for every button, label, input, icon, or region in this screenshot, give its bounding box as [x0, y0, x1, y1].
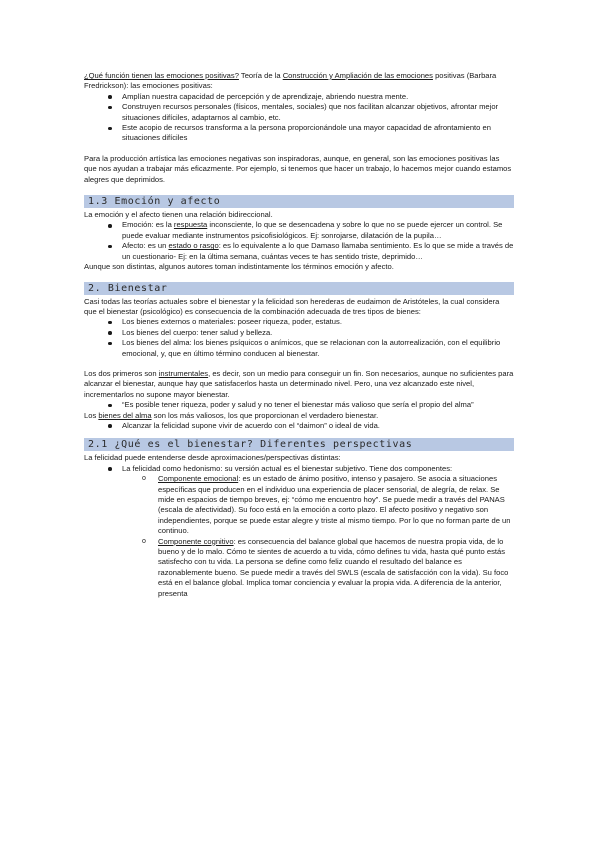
- underlined-term: estado o rasgo: [168, 241, 219, 251]
- intro-text-1: Teoría de la: [238, 71, 283, 80]
- goods-list: [84, 317, 514, 359]
- intro-text-2: positivas (Barbara Fredrickson): las emociones positivas:: [84, 71, 497, 91]
- text: : es un estado de ánimo positivo, intenso y pasajero. Se asocia a situaciones específicas que producen en el individuo una experiencia de placer sensorial, de alegría, de relax. Se mide en espacios de tiempo breves, ej: “cómo me encuentro hoy”. Se puede medir a través del PANAS (escala de afectividad). Su foco está en la emoción a corto plazo. El afecto positivo y negativo son independientes, porque se puede estar alegre y triste al mismo tiempo. Por lo que no forman parte de un continuo.: [158, 474, 511, 536]
- document-content: [84, 71, 514, 599]
- text: Afecto: es un: [122, 241, 169, 251]
- soul-goods-paragraph: [84, 411, 514, 421]
- components-list: [122, 474, 514, 599]
- text: Emoción: es la: [122, 220, 174, 230]
- positive-emotions-list: [84, 92, 514, 144]
- quote-list: [84, 400, 514, 410]
- text: Los: [84, 410, 99, 420]
- text: Los dos primeros son: [84, 368, 159, 378]
- list-item: Los bienes externos o materiales: poseer riqueza, poder, estatus.: [122, 317, 514, 327]
- list-item: Construyen recursos personales (físicos, mentales, sociales) que nos facilitan alcanzar objetivos, afrontar mejor situaciones difíciles, adaptarnos al cambio, etc.: [122, 102, 514, 123]
- instrumental-paragraph: [84, 369, 514, 400]
- list-item: Alcanzar la felicidad supone vivir de acuerdo con el “daimon” o ideal de vida.: [122, 421, 514, 431]
- list-item: [122, 220, 514, 241]
- list-item: [122, 464, 514, 599]
- section-heading-1-3: 1.3 Emoción y afecto: [84, 195, 514, 208]
- list-item: [122, 241, 514, 262]
- text: : es consecuencia del balance global que hacemos de nuestra propia vida, de lo bueno y de lo malo. Cómo te sientes de acuerdo a tu vida, cómo defines tu vida, hasta qué punto estás satisfecho con tu vida. La persona se define como feliz cuando el resultado del balance es razonablemente bueno. Se puede medir a través del SWLS (escala de satisfacción con la vida). Su foco está en el balance global. Implica tomar conciencia y evaluar la propia vida. A diferencia de la anterior, presenta: [158, 536, 509, 598]
- list-item: Este acopio de recursos transforma a la persona proporcionándole una mayor capacidad de afrontamiento en situaciones difíciles: [122, 123, 514, 144]
- daimon-list: [84, 421, 514, 431]
- perspectives-list: [84, 464, 514, 599]
- intro-paragraph: [84, 71, 514, 92]
- underlined-term: respuesta: [173, 220, 208, 230]
- s13-lead: La emoción y el afecto tienen una relación bidireccional.: [84, 210, 273, 220]
- text: inconsciente, lo que se desencadena y sobre lo que no se puede ejercer un control. Se puede evaluar mediante instrumentos psicofisiológicos. Ej: sonrojarse, dilatación de la pupila…: [122, 220, 503, 240]
- list-item: Amplían nuestra capacidad de percepción y de aprendizaje, abriendo nuestra mente.: [122, 92, 514, 102]
- list-item: Los bienes del cuerpo: tener salud y belleza.: [122, 328, 514, 338]
- list-item: “Es posible tener riqueza, poder y salud y no tener el bienestar más valioso que sería el propio del alma”: [122, 400, 514, 410]
- artistic-paragraph: Para la producción artística las emociones negativas son inspiradoras, aunque, en general, son las emociones positivas las que nos ayudan a trabajar más eficazmente. Por ejemplo, si tenemos que hacer un trabajo, lo hacemos mejor cuando estamos alegres que deprimidos.: [84, 153, 512, 184]
- hedonism-text: La felicidad como hedonismo: su versión actual es el bienestar subjetivo. Tiene dos componentes:: [122, 463, 453, 473]
- underlined-term: Componente cognitivo: [158, 536, 234, 546]
- underlined-term: instrumentales: [158, 368, 209, 378]
- emotion-affect-list: [84, 220, 514, 262]
- text: , es decir, son un medio para conseguir un fin. Son necesarios, aunque no suficientes para alcanzar el bienestar, aunque hay que satisfacerlos hasta un determinado nivel. Pero, una vez alcanzado este nivel, incrementarlos no supone mayor bienestar.: [84, 368, 514, 399]
- section-heading-2: 2. Bienestar: [84, 282, 514, 295]
- list-item: [158, 537, 514, 599]
- list-item: [158, 474, 514, 536]
- s2-lead: Casi todas las teorías actuales sobre el bienestar y la felicidad son herederas de eudaimon de Aristóteles, la cual considera que el bienestar (psicológico) es consecuencia de la combinación adecuada de tres tipos de bienes:: [84, 296, 500, 316]
- underlined-term: Componente emocional: [158, 474, 239, 484]
- list-item: Los bienes del alma: los bienes psíquicos o anímicos, que se relacionan con la autorrealización, con el equilibrio emocional, y, que en último término conducen al bienestar.: [122, 338, 514, 359]
- text: son los más valiosos, los que proporcionan el verdadero bienestar.: [151, 410, 379, 420]
- section-heading-2-1: 2.1 ¿Qué es el bienestar? Diferentes perspectivas: [84, 438, 514, 451]
- intro-question: ¿Qué función tienen las emociones positivas?: [84, 71, 239, 80]
- underlined-term: bienes del alma: [98, 410, 152, 420]
- theory-name: Construcción y Ampliación de las emociones: [282, 71, 433, 80]
- s21-lead: La felicidad puede entenderse desde aproximaciones/perspectivas distintas:: [84, 453, 341, 463]
- s13-closing: Aunque son distintas, algunos autores toman indistintamente los términos emoción y afecto.: [84, 262, 394, 272]
- text: : es lo equivalente a lo que Damaso llamaba sentimiento. Es lo que se mide a través de un cuestionario- Ej: en la última semana, cuántas veces te has sentido triste, deprimido…: [122, 241, 514, 261]
